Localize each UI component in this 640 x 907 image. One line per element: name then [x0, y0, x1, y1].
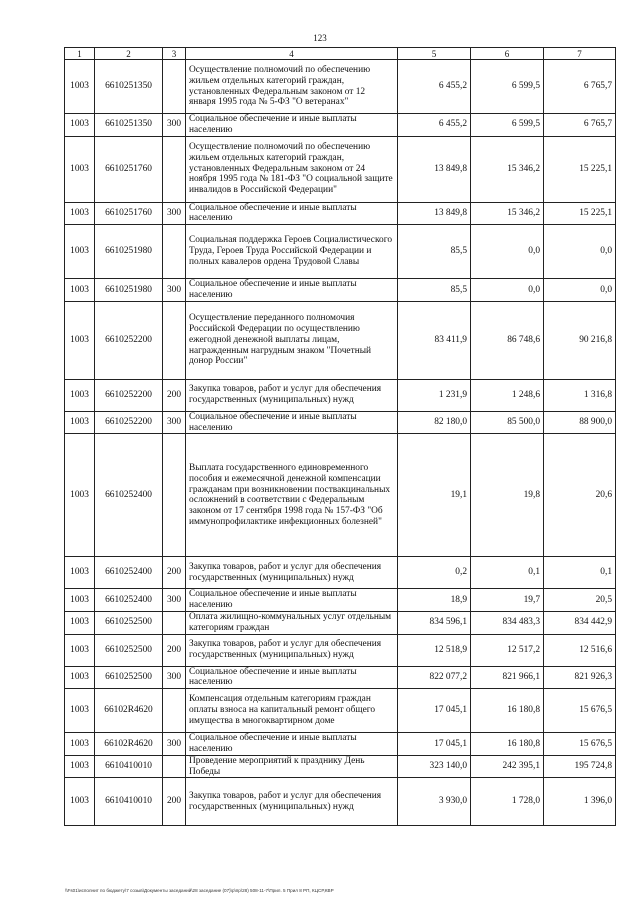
table-body	[65, 60, 616, 826]
cell-amount-col7: 15 676,5	[544, 689, 616, 733]
cell-description: Выплата государственного единовременного пособия и ежемесячной денежной компенсации гражданам при возникновении поствакцинальных осложнений в соответствии с Федеральным законом от 17 сентября 1998 года № 157-ФЗ "Об иммунопрофилактике инфекционных болезней"	[186, 434, 398, 557]
cell-amount-col5: 12 518,9	[398, 634, 471, 666]
cell-expense-type: 300	[163, 114, 186, 137]
cell-section-code: 1003	[65, 634, 95, 666]
cell-amount-col6: 242 395,1	[471, 755, 544, 778]
cell-target-article: 6610251980	[95, 279, 163, 302]
cell-amount-col5: 0,2	[398, 557, 471, 589]
cell-target-article: 6610252400	[95, 589, 163, 612]
cell-amount-col7: 195 724,8	[544, 755, 616, 778]
cell-section-code: 1003	[65, 755, 95, 778]
column-header: 2	[95, 48, 163, 60]
cell-amount-col5: 3 930,0	[398, 778, 471, 826]
cell-target-article: 66102R4620	[95, 689, 163, 733]
cell-description: Социальная поддержка Героев Социалистического Труда, Героев Труда Российской Федерации и полных кавалеров ордена Трудовой Славы	[186, 225, 398, 279]
cell-amount-col5: 834 596,1	[398, 611, 471, 634]
cell-expense-type: 200	[163, 634, 186, 666]
cell-amount-col7: 15 225,1	[544, 202, 616, 225]
table-row	[65, 411, 616, 434]
cell-description: Социальное обеспечение и иные выплаты населению	[186, 202, 398, 225]
table-row	[65, 279, 616, 302]
cell-amount-col7: 834 442,9	[544, 611, 616, 634]
cell-amount-col7: 20,5	[544, 589, 616, 612]
cell-description: Социальное обеспечение и иные выплаты населению	[186, 666, 398, 689]
cell-expense-type: 300	[163, 202, 186, 225]
cell-expense-type: 300	[163, 589, 186, 612]
cell-amount-col5: 13 849,8	[398, 202, 471, 225]
cell-amount-col5: 1 231,9	[398, 379, 471, 411]
cell-amount-col7: 15 676,5	[544, 733, 616, 756]
cell-description: Социальное обеспечение и иные выплаты населению	[186, 733, 398, 756]
cell-target-article: 6610252200	[95, 411, 163, 434]
cell-section-code: 1003	[65, 202, 95, 225]
cell-expense-type	[163, 225, 186, 279]
footer-file-path: \\Fs01\исполнит по бюджету\7 созыв\Документы заседаний\28 заседание (07)\р\пр\28) 508-11-7\Прил. 5 Прил 8 РП, КЦСР,КВР	[65, 888, 334, 893]
cell-amount-col6: 19,8	[471, 434, 544, 557]
table-row	[65, 755, 616, 778]
cell-target-article: 6610251760	[95, 202, 163, 225]
cell-expense-type	[163, 755, 186, 778]
column-header: 6	[471, 48, 544, 60]
cell-description: Осуществление переданного полномочия Российской Федерации по осуществлению ежегодной денежной выплаты лицам, награжденным нагрудным знаком "Почетный донор России"	[186, 301, 398, 379]
cell-amount-col7: 15 225,1	[544, 136, 616, 202]
cell-amount-col7: 12 516,6	[544, 634, 616, 666]
cell-section-code: 1003	[65, 689, 95, 733]
budget-table	[64, 47, 616, 826]
cell-section-code: 1003	[65, 589, 95, 612]
column-header: 3	[163, 48, 186, 60]
table-row	[65, 634, 616, 666]
cell-target-article: 6610410010	[95, 778, 163, 826]
table-row	[65, 136, 616, 202]
cell-expense-type: 300	[163, 279, 186, 302]
cell-amount-col6: 0,1	[471, 557, 544, 589]
cell-target-article: 6610251350	[95, 60, 163, 114]
cell-description: Социальное обеспечение и иные выплаты населению	[186, 589, 398, 612]
cell-description: Закупка товаров, работ и услуг для обеспечения государственных (муниципальных) нужд	[186, 634, 398, 666]
cell-target-article: 6610251980	[95, 225, 163, 279]
table-row	[65, 225, 616, 279]
cell-target-article: 6610252500	[95, 611, 163, 634]
cell-amount-col7: 821 926,3	[544, 666, 616, 689]
cell-description: Социальное обеспечение и иные выплаты населению	[186, 279, 398, 302]
cell-description: Проведение мероприятий к празднику День Победы	[186, 755, 398, 778]
cell-amount-col6: 0,0	[471, 279, 544, 302]
cell-amount-col6: 6 599,5	[471, 60, 544, 114]
page-number: 123	[313, 33, 327, 43]
cell-description: Социальное обеспечение и иные выплаты населению	[186, 411, 398, 434]
cell-section-code: 1003	[65, 778, 95, 826]
cell-expense-type: 300	[163, 666, 186, 689]
cell-amount-col6: 16 180,8	[471, 689, 544, 733]
table-row	[65, 589, 616, 612]
cell-section-code: 1003	[65, 557, 95, 589]
cell-expense-type: 200	[163, 778, 186, 826]
cell-section-code: 1003	[65, 136, 95, 202]
cell-description: Закупка товаров, работ и услуг для обеспечения государственных (муниципальных) нужд	[186, 778, 398, 826]
cell-amount-col6: 821 966,1	[471, 666, 544, 689]
column-header: 4	[186, 48, 398, 60]
cell-expense-type	[163, 60, 186, 114]
table-row	[65, 666, 616, 689]
cell-section-code: 1003	[65, 114, 95, 137]
cell-expense-type: 300	[163, 733, 186, 756]
cell-description: Компенсация отдельным категориям граждан оплаты взноса на капитальный ремонт общего имущества в многоквартирном доме	[186, 689, 398, 733]
cell-amount-col7: 6 765,7	[544, 60, 616, 114]
cell-amount-col5: 6 455,2	[398, 114, 471, 137]
cell-amount-col7: 6 765,7	[544, 114, 616, 137]
cell-section-code: 1003	[65, 611, 95, 634]
cell-section-code: 1003	[65, 301, 95, 379]
cell-amount-col7: 0,1	[544, 557, 616, 589]
cell-amount-col7: 1 396,0	[544, 778, 616, 826]
table-row	[65, 689, 616, 733]
cell-description: Оплата жилищно-коммунальных услуг отдельным категориям граждан	[186, 611, 398, 634]
cell-expense-type: 200	[163, 379, 186, 411]
cell-amount-col6: 1 728,0	[471, 778, 544, 826]
cell-target-article: 6610252400	[95, 557, 163, 589]
cell-amount-col5: 323 140,0	[398, 755, 471, 778]
cell-amount-col5: 17 045,1	[398, 689, 471, 733]
cell-amount-col7: 1 316,8	[544, 379, 616, 411]
cell-amount-col7: 0,0	[544, 279, 616, 302]
cell-amount-col5: 6 455,2	[398, 60, 471, 114]
cell-target-article: 66102R4620	[95, 733, 163, 756]
cell-description: Закупка товаров, работ и услуг для обеспечения государственных (муниципальных) нужд	[186, 379, 398, 411]
table-row	[65, 557, 616, 589]
table-row	[65, 434, 616, 557]
cell-amount-col6: 15 346,2	[471, 136, 544, 202]
cell-amount-col5: 85,5	[398, 279, 471, 302]
cell-amount-col7: 0,0	[544, 225, 616, 279]
cell-target-article: 6610251350	[95, 114, 163, 137]
cell-amount-col6: 6 599,5	[471, 114, 544, 137]
cell-amount-col5: 19,1	[398, 434, 471, 557]
cell-description: Социальное обеспечение и иные выплаты населению	[186, 114, 398, 137]
table-row	[65, 114, 616, 137]
cell-amount-col5: 85,5	[398, 225, 471, 279]
cell-amount-col6: 0,0	[471, 225, 544, 279]
cell-expense-type	[163, 136, 186, 202]
column-header: 7	[544, 48, 616, 60]
cell-section-code: 1003	[65, 379, 95, 411]
cell-target-article: 6610251760	[95, 136, 163, 202]
cell-amount-col6: 15 346,2	[471, 202, 544, 225]
cell-amount-col5: 83 411,9	[398, 301, 471, 379]
table-row	[65, 301, 616, 379]
cell-amount-col6: 19,7	[471, 589, 544, 612]
cell-target-article: 6610252200	[95, 301, 163, 379]
cell-description: Осуществление полномочий по обеспечению жильем отдельных категорий граждан, установленных Федеральным законом от 12 января 1995 года № 5-ФЗ "О ветеранах"	[186, 60, 398, 114]
cell-section-code: 1003	[65, 279, 95, 302]
cell-amount-col7: 88 900,0	[544, 411, 616, 434]
cell-section-code: 1003	[65, 666, 95, 689]
column-header: 1	[65, 48, 95, 60]
cell-amount-col7: 20,6	[544, 434, 616, 557]
cell-section-code: 1003	[65, 411, 95, 434]
cell-amount-col6: 1 248,6	[471, 379, 544, 411]
cell-description: Осуществление полномочий по обеспечению жильем отдельных категорий граждан, установленных Федеральным законом от 24 ноября 1995 года № 181-ФЗ "О социальной защите инвалидов в Российской Федерации"	[186, 136, 398, 202]
cell-amount-col5: 822 077,2	[398, 666, 471, 689]
cell-target-article: 6610252500	[95, 666, 163, 689]
cell-amount-col6: 834 483,3	[471, 611, 544, 634]
table-row	[65, 733, 616, 756]
cell-target-article: 6610410010	[95, 755, 163, 778]
cell-expense-type: 300	[163, 411, 186, 434]
column-header: 5	[398, 48, 471, 60]
cell-amount-col6: 86 748,6	[471, 301, 544, 379]
cell-amount-col7: 90 216,8	[544, 301, 616, 379]
table-row	[65, 611, 616, 634]
cell-target-article: 6610252500	[95, 634, 163, 666]
cell-section-code: 1003	[65, 60, 95, 114]
cell-expense-type	[163, 611, 186, 634]
cell-section-code: 1003	[65, 434, 95, 557]
cell-section-code: 1003	[65, 733, 95, 756]
cell-amount-col5: 82 180,0	[398, 411, 471, 434]
cell-description: Закупка товаров, работ и услуг для обеспечения государственных (муниципальных) нужд	[186, 557, 398, 589]
table-row	[65, 60, 616, 114]
cell-amount-col6: 85 500,0	[471, 411, 544, 434]
cell-target-article: 6610252400	[95, 434, 163, 557]
cell-section-code: 1003	[65, 225, 95, 279]
cell-amount-col6: 16 180,8	[471, 733, 544, 756]
cell-expense-type	[163, 301, 186, 379]
table-row	[65, 202, 616, 225]
cell-amount-col5: 18,9	[398, 589, 471, 612]
table-header-row	[65, 48, 616, 60]
cell-target-article: 6610252200	[95, 379, 163, 411]
cell-expense-type	[163, 689, 186, 733]
table-row	[65, 379, 616, 411]
cell-amount-col5: 17 045,1	[398, 733, 471, 756]
cell-expense-type: 200	[163, 557, 186, 589]
cell-expense-type	[163, 434, 186, 557]
cell-amount-col5: 13 849,8	[398, 136, 471, 202]
cell-amount-col6: 12 517,2	[471, 634, 544, 666]
table-row	[65, 778, 616, 826]
